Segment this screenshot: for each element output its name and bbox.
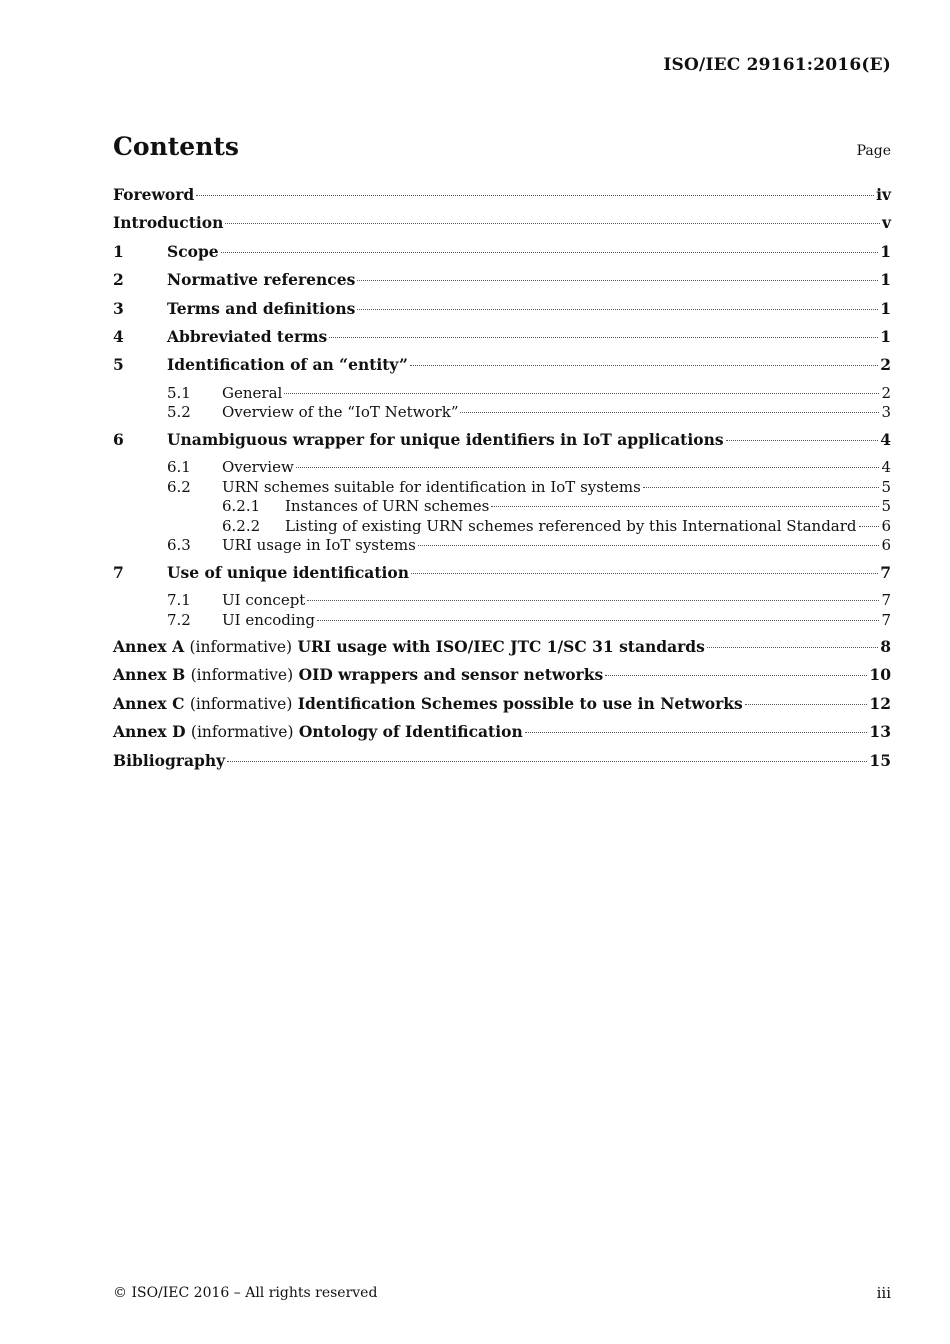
toc-entry-title — [113, 694, 743, 713]
toc-entry-number: 6 — [113, 429, 124, 449]
toc-header — [113, 132, 891, 161]
toc-entry-page: v — [881, 213, 891, 233]
toc-entry-page: 4 — [880, 429, 891, 449]
toc-entry-page: 3 — [881, 403, 891, 422]
annex-label: Annex C — [113, 693, 185, 713]
toc-entry-title: Abbreviated terms — [167, 326, 328, 346]
toc-entry-page: iv — [876, 185, 891, 204]
toc-entry-page: 1 — [880, 326, 891, 346]
toc-entry-identification-of-entity[interactable] — [113, 355, 891, 383]
toc-entry-title: Bibliography — [113, 750, 226, 770]
toc-entry-normative-references[interactable] — [113, 270, 891, 298]
toc-entry-page: 1 — [880, 298, 891, 318]
toc-entry-page: 7 — [880, 562, 891, 582]
toc-entry-page: 2 — [880, 355, 891, 375]
dot-leader — [411, 573, 878, 574]
toc-entry-number: 3 — [113, 298, 124, 318]
toc-entry-number: 7.2 — [167, 610, 191, 629]
toc-entry-title — [113, 665, 603, 684]
toc-subentry-instances-of-urn-schemes[interactable] — [113, 497, 891, 517]
toc-entry-page: 7 — [881, 591, 891, 610]
toc-subentry-uri-usage[interactable] — [113, 536, 891, 556]
annex-kind: (informative) — [189, 638, 293, 657]
toc-page-column-label: Page — [856, 143, 891, 159]
dot-leader — [307, 600, 879, 601]
dot-leader — [357, 309, 878, 310]
toc-entry-title: Overview — [222, 458, 294, 477]
toc-entry-page: 12 — [869, 693, 891, 713]
toc-entry-title: Instances of URN schemes — [285, 497, 490, 516]
page-number: iii — [876, 1284, 891, 1302]
dot-leader — [317, 620, 879, 621]
toc-entry-number: 2 — [113, 270, 124, 290]
toc-entry-number: 5.2 — [167, 403, 191, 422]
dot-leader — [227, 761, 867, 762]
toc-entry-annex-c[interactable] — [113, 694, 891, 722]
dot-leader — [745, 704, 868, 705]
toc-subentry-general[interactable] — [113, 384, 891, 404]
annex-kind: (informative) — [189, 694, 293, 713]
toc-entry-annex-a[interactable] — [113, 637, 891, 665]
annex-title: Identification Schemes possible to use in Networks — [297, 693, 743, 713]
toc-entry-title: UI concept — [222, 591, 306, 610]
toc-entry-foreword[interactable] — [113, 185, 891, 213]
toc-entry-number: 5 — [113, 355, 124, 375]
dot-leader — [707, 647, 878, 648]
toc-entry-terms-and-definitions[interactable] — [113, 299, 891, 327]
toc-subentry-ui-encoding[interactable] — [113, 611, 891, 631]
dot-leader — [357, 280, 878, 281]
toc-entry-number: 6.3 — [167, 536, 191, 555]
annex-label: Annex B — [113, 665, 186, 685]
toc-entry-title: Foreword — [113, 185, 195, 204]
annex-kind: (informative) — [190, 666, 294, 685]
dot-leader — [225, 223, 880, 224]
dot-leader — [859, 526, 880, 527]
dot-leader — [460, 412, 879, 413]
table-of-contents — [113, 185, 891, 779]
toc-entry-title: Normative references — [167, 270, 356, 290]
toc-entry-unambiguous-wrapper[interactable] — [113, 430, 891, 458]
annex-label: Annex A — [113, 637, 185, 657]
toc-entry-page: 5 — [881, 497, 891, 516]
toc-entry-page: 6 — [881, 536, 891, 555]
toc-entry-number: 1 — [113, 241, 124, 261]
annex-title: URI usage with ISO/IEC JTC 1/SC 31 standards — [297, 637, 705, 657]
toc-entry-number: 6.1 — [167, 458, 191, 477]
annex-title: Ontology of Identification — [298, 722, 523, 742]
document-identifier: ISO/IEC 29161:2016(E) — [663, 55, 891, 75]
toc-entry-use-of-unique-identification[interactable] — [113, 563, 891, 591]
dot-leader — [221, 252, 879, 253]
toc-entry-page: 7 — [881, 610, 891, 629]
toc-entry-page: 6 — [881, 516, 891, 535]
toc-entry-abbreviated-terms[interactable] — [113, 327, 891, 355]
toc-entry-annex-d[interactable] — [113, 722, 891, 750]
toc-entry-page: 2 — [881, 383, 891, 402]
toc-entry-page: 5 — [881, 477, 891, 496]
dot-leader — [196, 195, 874, 196]
toc-entry-page: 13 — [869, 722, 891, 742]
toc-entry-page: 15 — [869, 750, 891, 770]
annex-label: Annex D — [113, 722, 186, 742]
toc-title: Contents — [113, 132, 240, 161]
toc-entry-number: 6.2 — [167, 477, 191, 496]
toc-entry-title: Identification of an “entity” — [167, 355, 408, 375]
dot-leader — [296, 467, 880, 468]
toc-subentry-urn-schemes[interactable] — [113, 478, 891, 498]
toc-entry-title: General — [222, 383, 283, 402]
toc-entry-number: 7.1 — [167, 591, 191, 610]
toc-entry-number: 6.2.1 — [222, 497, 261, 516]
toc-entry-annex-b[interactable] — [113, 665, 891, 693]
copyright-notice: © ISO/IEC 2016 – All rights reserved — [113, 1285, 378, 1301]
toc-entry-title: Scope — [167, 241, 219, 261]
dot-leader — [329, 337, 878, 338]
toc-subentry-overview[interactable] — [113, 458, 891, 478]
dot-leader — [726, 440, 879, 441]
toc-subentry-listing-urn-schemes[interactable] — [113, 517, 891, 537]
toc-entry-title: Listing of existing URN schemes referenced by this International Standard — [285, 516, 857, 535]
toc-entry-bibliography[interactable] — [113, 751, 891, 779]
toc-entry-number: 6.2.2 — [222, 516, 261, 535]
dot-leader — [491, 506, 879, 507]
dot-leader — [525, 732, 868, 733]
toc-entry-title: UI encoding — [222, 610, 315, 629]
toc-subentry-overview-iot-network[interactable] — [113, 403, 891, 423]
toc-entry-title: Use of unique identification — [167, 562, 410, 582]
toc-entry-number: 5.1 — [167, 383, 191, 402]
toc-entry-introduction[interactable] — [113, 213, 891, 241]
dot-leader — [284, 393, 879, 394]
toc-entry-page: 4 — [881, 458, 891, 477]
dot-leader — [418, 545, 880, 546]
toc-entry-page: 1 — [880, 241, 891, 261]
dot-leader — [605, 675, 867, 676]
toc-entry-title: URI usage in IoT systems — [222, 536, 416, 555]
dot-leader — [410, 365, 878, 366]
toc-entry-number: 7 — [113, 562, 124, 582]
toc-entry-title: Overview of the “IoT Network” — [222, 403, 459, 422]
toc-entry-title: URN schemes suitable for identification in IoT systems — [222, 477, 641, 496]
toc-entry-title — [113, 637, 705, 656]
toc-entry-number: 4 — [113, 326, 124, 346]
annex-title: OID wrappers and sensor networks — [298, 665, 604, 685]
toc-entry-title — [113, 722, 523, 741]
toc-entry-page: 8 — [880, 637, 891, 657]
toc-entry-title: Terms and definitions — [167, 298, 356, 318]
toc-entry-title: Introduction — [113, 213, 224, 233]
dot-leader — [643, 487, 880, 488]
annex-kind: (informative) — [190, 723, 294, 742]
toc-entry-title: Unambiguous wrapper for unique identifiers in IoT applications — [167, 429, 724, 449]
toc-entry-scope[interactable] — [113, 242, 891, 270]
toc-entry-page: 1 — [880, 270, 891, 290]
toc-entry-page: 10 — [869, 665, 891, 685]
toc-subentry-ui-concept[interactable] — [113, 591, 891, 611]
